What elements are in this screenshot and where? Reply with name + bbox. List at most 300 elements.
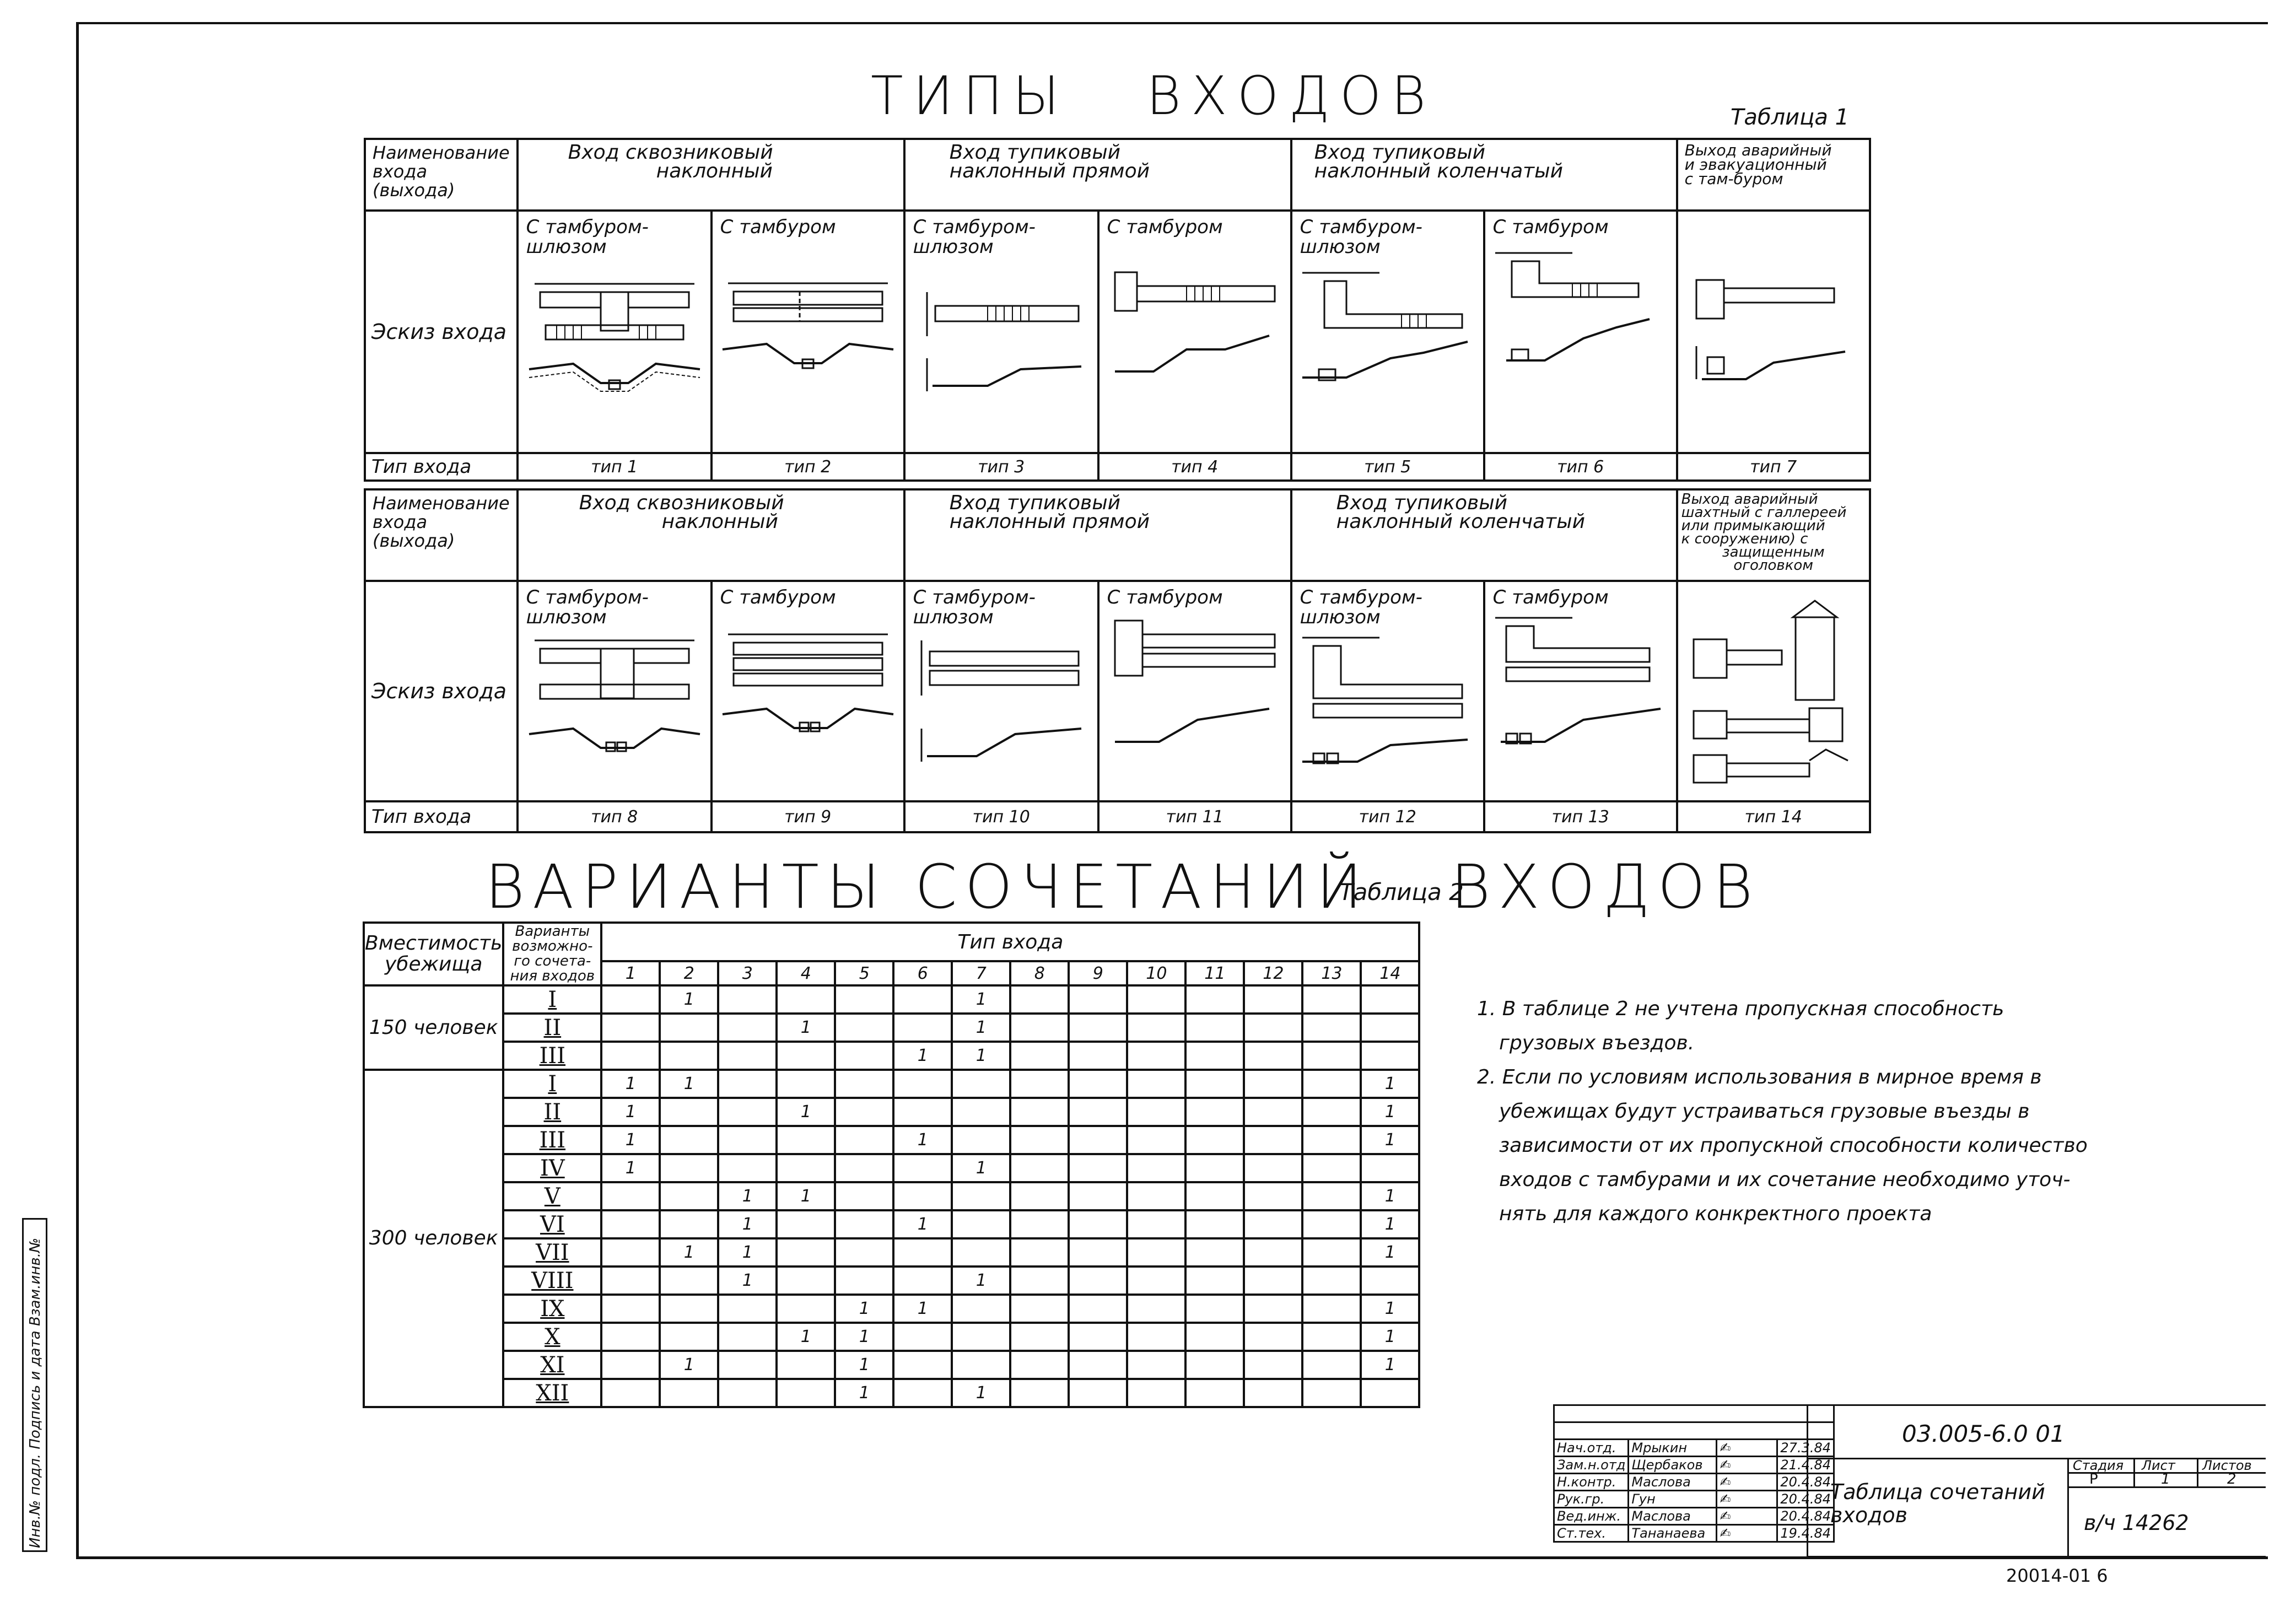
count-cell <box>660 1267 718 1295</box>
count-cell <box>1244 985 1302 1014</box>
count-cell <box>1127 1182 1185 1210</box>
title-types: ТИПЫ ВХОДОВ <box>871 65 1436 127</box>
count-cell <box>1185 1379 1244 1407</box>
stamp-role: Нач.отд. <box>1554 1440 1629 1457</box>
stamp-date: 20.4.84 <box>1777 1508 1834 1525</box>
note-line: зависимости от их пропускной способности количество <box>1499 1134 2088 1157</box>
type-label-12: тип 12 <box>1291 801 1484 832</box>
count-cell: 1 <box>718 1267 777 1295</box>
stamp-signature: ✍ <box>1717 1525 1777 1542</box>
sketch-cell-5: С тамбуром- шлюзом <box>1291 211 1484 453</box>
sheet-label: Лист <box>2142 1458 2175 1473</box>
count-cell <box>1244 1238 1302 1267</box>
count-cell <box>1069 1154 1127 1182</box>
stamp-date: 21.4.84 <box>1777 1457 1834 1474</box>
group-header-5: Вход сквозниковый наклонный <box>518 489 904 581</box>
stamp-role: Вед.инж. <box>1554 1508 1629 1525</box>
count-cell <box>1069 1182 1127 1210</box>
count-cell <box>1244 1070 1302 1098</box>
count-cell: 1 <box>601 1070 660 1098</box>
group-header-2: Вход тупиковый наклонный прямой <box>904 139 1291 211</box>
count-cell: 1 <box>1361 1210 1419 1238</box>
count-cell <box>660 1295 718 1323</box>
count-cell <box>1069 1267 1127 1295</box>
count-cell: 1 <box>601 1154 660 1182</box>
count-cell: 1 <box>777 1014 835 1042</box>
count-cell <box>1069 1323 1127 1351</box>
count-cell <box>893 985 952 1014</box>
left-strip-text: Инв.№ подл. Подпись и дата Взам.инв.№ <box>27 1238 44 1548</box>
type-number-header: 8 <box>1010 961 1069 985</box>
type-number-header: 7 <box>952 961 1010 985</box>
stamp-name: Тананаева <box>1629 1525 1717 1542</box>
sketch-cell-2: С тамбуром <box>712 211 904 453</box>
count-cell <box>1244 1098 1302 1126</box>
note-line: входов с тамбурами и их сочетание необходимо уточ- <box>1499 1168 2071 1191</box>
count-cell <box>1127 1351 1185 1379</box>
stamp-date: 19.4.84 <box>1777 1525 1834 1542</box>
sketch-deadend-straight-airlock <box>910 259 1092 419</box>
sketch-cell-13: С тамбуром <box>1484 581 1677 801</box>
stamp-name: Маслова <box>1629 1508 1717 1525</box>
count-cell <box>660 1210 718 1238</box>
count-cell <box>601 1295 660 1323</box>
sketch-shaft-exit <box>1683 590 1864 799</box>
count-cell: 1 <box>718 1238 777 1267</box>
count-cell <box>1302 1379 1361 1407</box>
count-cell: 1 <box>601 1126 660 1154</box>
count-cell: 1 <box>893 1210 952 1238</box>
count-cell: 1 <box>660 985 718 1014</box>
count-cell <box>777 1154 835 1182</box>
count-cell <box>1010 1098 1069 1126</box>
count-cell <box>835 1210 893 1238</box>
variant-number: VIII <box>503 1267 601 1295</box>
count-cell <box>893 1379 952 1407</box>
count-cell <box>952 1070 1010 1098</box>
count-cell <box>660 1154 718 1182</box>
count-cell <box>1185 1098 1244 1126</box>
table-row <box>364 1014 1419 1042</box>
table-row <box>364 1323 1419 1351</box>
count-cell <box>952 1351 1010 1379</box>
header-variants: Варианты возможно- го сочета- ния входов <box>503 923 601 985</box>
stamp-signature: ✍ <box>1717 1457 1777 1474</box>
count-cell: 1 <box>952 985 1010 1014</box>
count-cell <box>1244 1295 1302 1323</box>
count-cell <box>1069 1070 1127 1098</box>
count-cell <box>1127 1295 1185 1323</box>
variant-number: III <box>503 1042 601 1070</box>
count-cell: 1 <box>1361 1126 1419 1154</box>
count-cell <box>1069 1351 1127 1379</box>
count-cell: 1 <box>660 1351 718 1379</box>
count-cell: 1 <box>777 1098 835 1126</box>
count-cell: 1 <box>1361 1070 1419 1098</box>
count-cell <box>893 1351 952 1379</box>
count-cell <box>1127 1210 1185 1238</box>
type-number-header: 6 <box>893 961 952 985</box>
count-cell <box>835 1070 893 1098</box>
count-cell <box>1185 1267 1244 1295</box>
sketch-cell-8: С тамбуром- шлюзом <box>518 581 712 801</box>
note-line: грузовых въездов. <box>1499 1032 1695 1054</box>
stamp-name: Мрыкин <box>1629 1440 1717 1457</box>
count-cell <box>893 1182 952 1210</box>
count-cell <box>777 1295 835 1323</box>
table-row <box>364 1154 1419 1182</box>
count-cell <box>718 1070 777 1098</box>
count-cell <box>1302 1098 1361 1126</box>
count-cell: 1 <box>893 1042 952 1070</box>
count-cell <box>1127 1379 1185 1407</box>
sketch-double-deadend-angled-airlock <box>1297 629 1479 789</box>
count-cell <box>1244 1351 1302 1379</box>
count-cell <box>893 1098 952 1126</box>
sketch-cell-3: С тамбуром- шлюзом <box>904 211 1098 453</box>
table-row <box>364 1238 1419 1267</box>
count-cell <box>777 1042 835 1070</box>
table-row <box>364 1182 1419 1210</box>
note-line: 1. В таблице 2 не учтена пропускная способность <box>1477 998 2004 1020</box>
count-cell <box>835 1182 893 1210</box>
variant-number: XI <box>503 1351 601 1379</box>
type-number-header: 9 <box>1069 961 1127 985</box>
count-cell <box>777 1351 835 1379</box>
count-cell <box>835 1014 893 1042</box>
variant-number: IX <box>503 1295 601 1323</box>
count-cell <box>1127 1267 1185 1295</box>
sheets-label: Листов <box>2202 1458 2252 1473</box>
sketch-through-airlock <box>524 259 705 419</box>
count-cell <box>1244 1014 1302 1042</box>
count-cell <box>952 1238 1010 1267</box>
count-cell <box>718 1014 777 1042</box>
count-cell <box>1010 1154 1069 1182</box>
count-cell <box>601 1014 660 1042</box>
count-cell: 1 <box>1361 1323 1419 1351</box>
count-cell <box>1127 1014 1185 1042</box>
capacity-cell: 150 человек <box>364 985 503 1070</box>
count-cell <box>601 1267 660 1295</box>
count-cell <box>1010 1351 1069 1379</box>
count-cell <box>1069 1379 1127 1407</box>
count-cell <box>1302 1295 1361 1323</box>
count-cell <box>952 1126 1010 1154</box>
count-cell <box>835 1267 893 1295</box>
count-cell <box>660 1098 718 1126</box>
count-cell: 1 <box>660 1070 718 1098</box>
count-cell <box>835 1238 893 1267</box>
sketch-double-deadend-angled-vestibule <box>1490 610 1672 769</box>
count-cell <box>1127 985 1185 1014</box>
count-cell <box>777 1379 835 1407</box>
count-cell <box>1010 1126 1069 1154</box>
variant-number: V <box>503 1182 601 1210</box>
row-label-type-a: Тип входа <box>365 453 518 481</box>
count-cell <box>1302 1182 1361 1210</box>
type-label-11: тип 11 <box>1098 801 1291 832</box>
count-cell <box>1010 1267 1069 1295</box>
type-label-4: тип 4 <box>1098 453 1291 481</box>
type-number-header: 3 <box>718 961 777 985</box>
count-cell <box>1185 1042 1244 1070</box>
table1-caption: Таблица 1 <box>1731 105 1850 130</box>
count-cell <box>718 1098 777 1126</box>
count-cell <box>1244 1267 1302 1295</box>
count-cell <box>777 985 835 1014</box>
notes <box>1477 992 2193 1231</box>
table2-caption: Таблица 2 <box>1339 879 1464 906</box>
sketch-deadend-angled-vestibule <box>1490 239 1672 377</box>
variant-number: I <box>503 1070 601 1098</box>
count-cell <box>835 1126 893 1154</box>
group-header-4: Выход аварийный и эвакуационный с там-буром <box>1677 139 1870 211</box>
count-cell <box>777 1267 835 1295</box>
stage-label: Стадия <box>2073 1458 2124 1473</box>
count-cell: 1 <box>1361 1295 1419 1323</box>
type-label-8: тип 8 <box>518 801 712 832</box>
count-cell <box>1185 1210 1244 1238</box>
stamp-date: 27.3.84 <box>1777 1440 1834 1457</box>
count-cell <box>601 1323 660 1351</box>
sketch-deadend-straight-vestibule <box>1104 239 1286 399</box>
group-header-7: Вход тупиковый наклонный коленчатый <box>1291 489 1677 581</box>
bottom-number: 20014-01 6 <box>2006 1565 2108 1586</box>
count-cell: 1 <box>893 1295 952 1323</box>
count-cell <box>718 1295 777 1323</box>
count-cell <box>1302 1351 1361 1379</box>
count-cell <box>718 1351 777 1379</box>
count-cell <box>1127 1098 1185 1126</box>
table-row <box>364 1042 1419 1070</box>
count-cell: 1 <box>952 1042 1010 1070</box>
count-cell <box>718 1323 777 1351</box>
variant-number: III <box>503 1126 601 1154</box>
type-number-header: 1 <box>601 961 660 985</box>
count-cell <box>1127 1323 1185 1351</box>
type-label-13: тип 13 <box>1484 801 1677 832</box>
count-cell <box>835 1098 893 1126</box>
header-entrance-type: Тип входа <box>601 923 1419 961</box>
count-cell <box>660 1323 718 1351</box>
count-cell <box>718 1154 777 1182</box>
sheets-value: 2 <box>2227 1471 2236 1488</box>
note-line: 2. Если по условиям использования в мирное время в <box>1477 1066 2042 1088</box>
count-cell <box>660 1182 718 1210</box>
count-cell <box>1069 1295 1127 1323</box>
count-cell <box>1361 985 1419 1014</box>
count-cell <box>1185 1070 1244 1098</box>
count-cell <box>1302 1126 1361 1154</box>
count-cell: 1 <box>1361 1351 1419 1379</box>
count-cell <box>893 1323 952 1351</box>
count-cell: 1 <box>718 1182 777 1210</box>
variant-number: IV <box>503 1154 601 1182</box>
count-cell <box>893 1267 952 1295</box>
count-cell <box>1069 985 1127 1014</box>
sketch-double-through-vestibule <box>717 610 899 769</box>
count-cell: 1 <box>835 1351 893 1379</box>
type-number-header: 14 <box>1361 961 1419 985</box>
type-number-header: 12 <box>1244 961 1302 985</box>
count-cell: 1 <box>952 1154 1010 1182</box>
stamp-right <box>1807 1404 2266 1558</box>
count-cell <box>1361 1379 1419 1407</box>
count-cell <box>835 985 893 1014</box>
stamp-signature: ✍ <box>1717 1491 1777 1508</box>
capacity-cell: 300 человек <box>364 1070 503 1407</box>
title-variants: ВАРИАНТЫ СОЧЕТАНИЙ ВХОДОВ <box>485 851 1761 922</box>
count-cell <box>1069 1126 1127 1154</box>
variant-number: I <box>503 985 601 1014</box>
count-cell <box>718 985 777 1014</box>
count-cell <box>835 1042 893 1070</box>
count-cell <box>1010 1014 1069 1042</box>
count-cell <box>1361 1014 1419 1042</box>
row-label-name-2: Наименование входа (выхода) <box>365 489 518 581</box>
count-cell <box>601 1238 660 1267</box>
count-cell <box>777 1126 835 1154</box>
count-cell <box>893 1014 952 1042</box>
count-cell <box>777 1210 835 1238</box>
count-cell <box>952 1295 1010 1323</box>
count-cell <box>1069 1014 1127 1042</box>
entrance-types-table-part1 <box>364 138 1871 482</box>
left-stamp-strip <box>22 1218 47 1552</box>
count-cell <box>893 1238 952 1267</box>
count-cell <box>601 1182 660 1210</box>
count-cell <box>718 1126 777 1154</box>
sketch-double-through-airlock <box>524 629 705 789</box>
count-cell <box>1302 1154 1361 1182</box>
count-cell: 1 <box>835 1323 893 1351</box>
count-cell <box>1302 1210 1361 1238</box>
count-cell <box>835 1154 893 1182</box>
type-number-header: 11 <box>1185 961 1244 985</box>
count-cell <box>1185 1323 1244 1351</box>
count-cell <box>601 1210 660 1238</box>
sketch-double-deadend-straight-vestibule <box>1104 610 1286 769</box>
type-label-6: тип 6 <box>1484 453 1677 481</box>
inventory-number: в/ч 14262 <box>2084 1511 2189 1535</box>
document-title: Таблица сочетаний входов <box>1830 1480 2045 1527</box>
table-row <box>364 985 1419 1014</box>
count-cell <box>601 1042 660 1070</box>
count-cell <box>1185 1295 1244 1323</box>
count-cell <box>718 1379 777 1407</box>
count-cell <box>1244 1042 1302 1070</box>
sketch-cell-9: С тамбуром <box>712 581 904 801</box>
count-cell <box>1185 1014 1244 1042</box>
count-cell <box>952 1210 1010 1238</box>
type-label-3: тип 3 <box>904 453 1098 481</box>
row-label-sketch-2: Эскиз входа <box>365 581 518 801</box>
type-label-7: тип 7 <box>1677 453 1870 481</box>
table-row <box>364 1098 1419 1126</box>
stamp-signature: ✍ <box>1717 1440 1777 1457</box>
sketch-cell-7 <box>1677 211 1870 453</box>
variant-number: II <box>503 1014 601 1042</box>
table-row <box>364 1210 1419 1238</box>
sketch-double-deadend-straight-airlock <box>910 629 1092 789</box>
count-cell <box>1127 1154 1185 1182</box>
count-cell: 1 <box>835 1379 893 1407</box>
count-cell <box>1010 1323 1069 1351</box>
row-label-sketch: Эскиз входа <box>365 211 518 453</box>
variant-number: VI <box>503 1210 601 1238</box>
count-cell <box>1185 1238 1244 1267</box>
stage-value: Р <box>2089 1471 2098 1488</box>
sketch-deadend-angled-airlock <box>1297 259 1479 397</box>
type-label-14: тип 14 <box>1677 801 1870 832</box>
count-cell <box>1244 1182 1302 1210</box>
count-cell <box>1302 1014 1361 1042</box>
table-row <box>364 1126 1419 1154</box>
entrance-types-table-part2 <box>364 488 1871 833</box>
type-number-header: 5 <box>835 961 893 985</box>
stamp-role: Рук.гр. <box>1554 1491 1629 1508</box>
count-cell <box>1185 1351 1244 1379</box>
count-cell <box>1127 1126 1185 1154</box>
table-row <box>364 1070 1419 1098</box>
combinations-table <box>363 921 1420 1408</box>
note-line: убежищах будут устраиваться грузовые въезды в <box>1499 1100 2030 1123</box>
count-cell <box>1069 1238 1127 1267</box>
count-cell: 1 <box>893 1126 952 1154</box>
stamp-role: Ст.тех. <box>1554 1525 1629 1542</box>
count-cell: 1 <box>718 1210 777 1238</box>
type-label-5: тип 5 <box>1291 453 1484 481</box>
count-cell: 1 <box>1361 1238 1419 1267</box>
header-capacity: Вместимость убежища <box>364 923 503 985</box>
count-cell <box>1127 1238 1185 1267</box>
variant-number: X <box>503 1323 601 1351</box>
count-cell <box>1185 1154 1244 1182</box>
count-cell <box>660 1042 718 1070</box>
stamp-signature: ✍ <box>1717 1474 1777 1491</box>
count-cell <box>777 1238 835 1267</box>
table-row <box>364 1351 1419 1379</box>
count-cell <box>952 1098 1010 1126</box>
count-cell: 1 <box>952 1014 1010 1042</box>
count-cell <box>601 985 660 1014</box>
count-cell <box>1185 1126 1244 1154</box>
title-block <box>1553 1404 1835 1543</box>
count-cell <box>1127 1042 1185 1070</box>
count-cell <box>1010 1295 1069 1323</box>
count-cell <box>1302 1070 1361 1098</box>
sketch-cell-11: С тамбуром <box>1098 581 1291 801</box>
type-label-9: тип 9 <box>712 801 904 832</box>
count-cell <box>1010 1070 1069 1098</box>
count-cell <box>952 1323 1010 1351</box>
table-row <box>364 1267 1419 1295</box>
stamp-spacer <box>1554 1422 1834 1440</box>
count-cell <box>1244 1126 1302 1154</box>
stamp-signature: ✍ <box>1717 1508 1777 1525</box>
sketch-cell-10: С тамбуром- шлюзом <box>904 581 1098 801</box>
sketch-cell-14 <box>1677 581 1870 801</box>
type-label-1: тип 1 <box>518 453 712 481</box>
variant-number: II <box>503 1098 601 1126</box>
sketch-emergency-exit <box>1685 219 1862 401</box>
count-cell <box>893 1154 952 1182</box>
count-cell <box>1302 1267 1361 1295</box>
count-cell <box>601 1379 660 1407</box>
count-cell <box>660 1126 718 1154</box>
sketch-cell-6: С тамбуром <box>1484 211 1677 453</box>
